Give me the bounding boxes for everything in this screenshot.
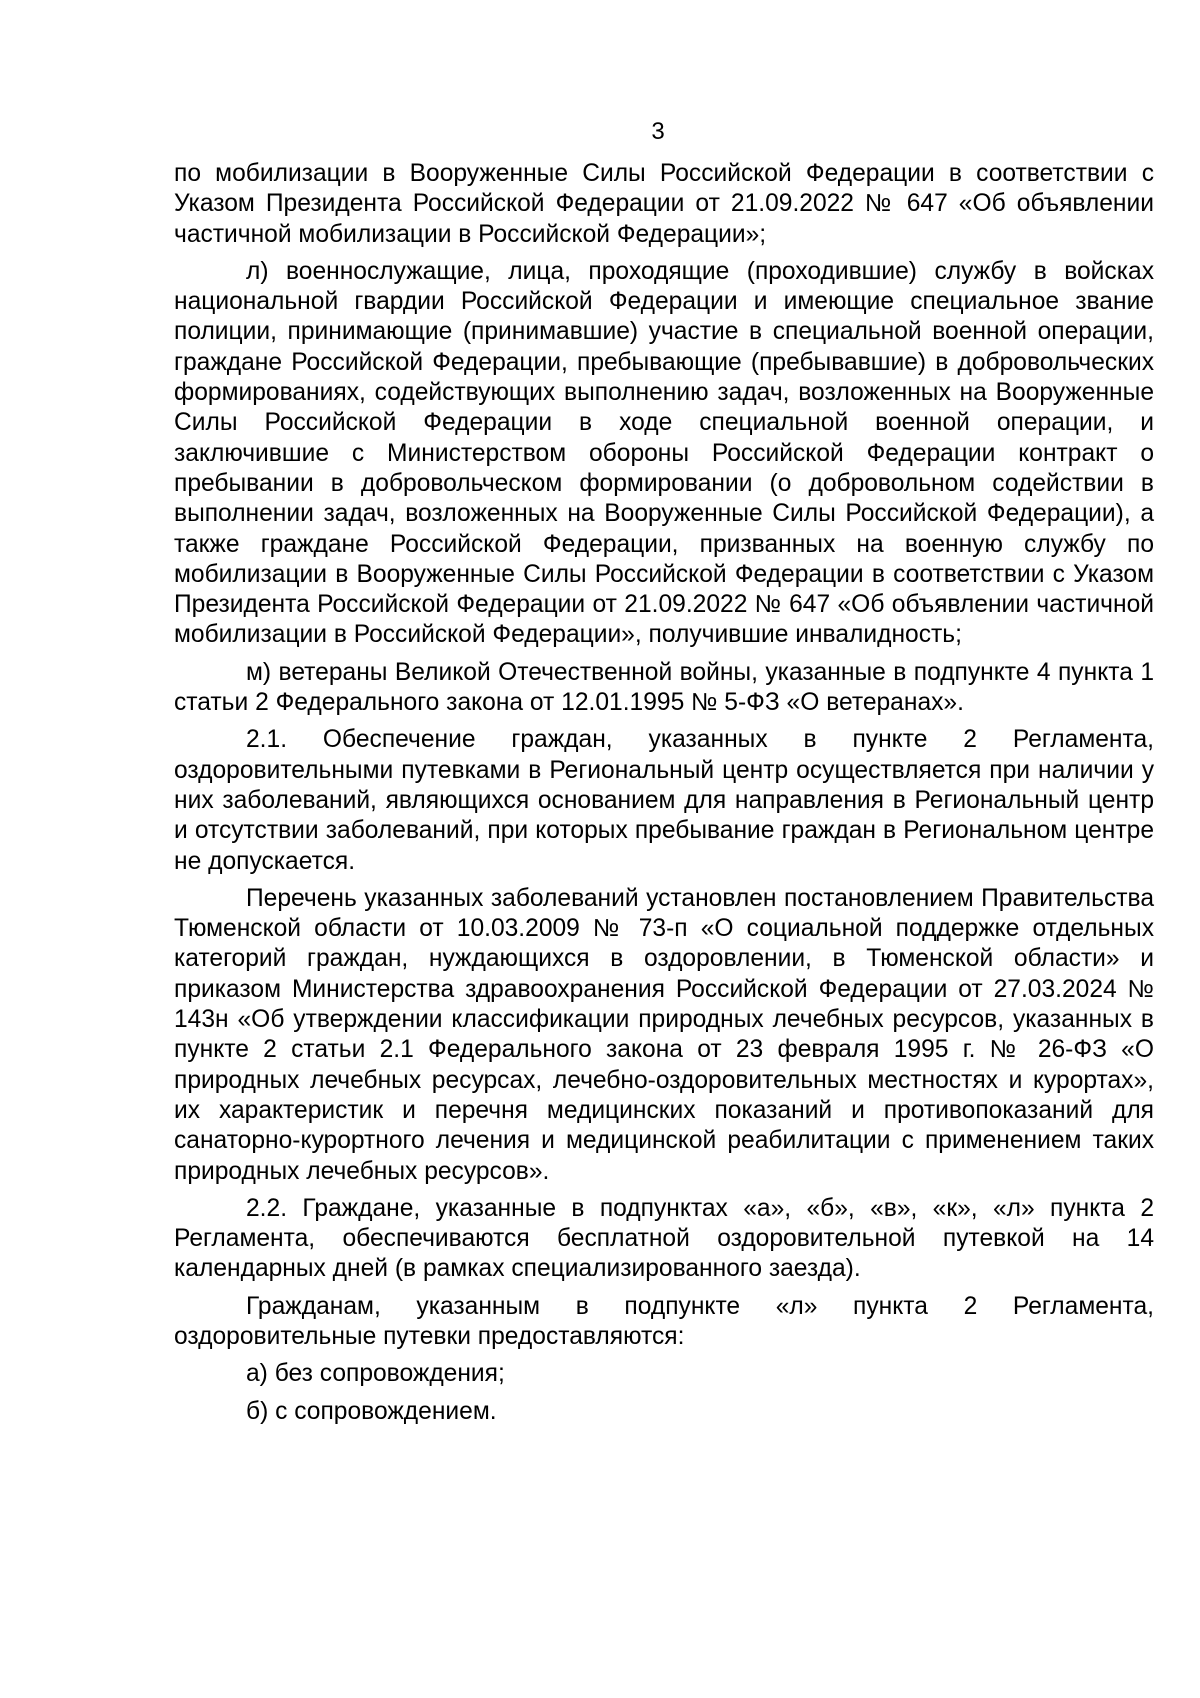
paragraph-item-m: м) ветераны Великой Отечественной войны, указанные в подпункте 4 пункта 1 статьи 2 Федерального закона от 12.01.1995 № 5-ФЗ «О ветеранах». xyxy=(174,658,1154,717)
paragraph-item-l: л) военнослужащие, лица, проходящие (проходившие) службу в войсках национальной гвардии Российской Федерации и имеющие специальное звание полиции, принимающие (принимавшие) участие в специальной военной операции, граждане Российской Федерации, пребывающие (пребывавшие) в добровольческих формированиях, содействующих выполнению задач, возложенных на Вооруженные Силы Российской Федерации в ходе специальной военной операции, и заключившие с Министерством обороны Российской Федерации контракт о пребывании в добровольческом формировании (о добровольном содействии в выполнении задач, возложенных на Вооруженные Силы Российской Федерации), а также граждане Российской Федерации, призванных на военную службу по мобилизации в Вооруженные Силы Российской Федерации в соответствии с Указом Президента Российской Федерации от 21.09.2022 № 647 «Об объявлении частичной мобилизации в Российской Федерации», получившие инвалидность; xyxy=(174,257,1154,649)
paragraph-disease-list: Перечень указанных заболеваний установлен постановлением Правительства Тюменской области от 10.03.2009 № 73-п «О социальной поддержке отдельных категорий граждан, нуждающихся в оздоровлении, в Тюменской области» и приказом Министерства здравоохранения Российской Федерации от 27.03.2024 № 143н «Об утверждении классификации природных лечебных ресурсов, указанных в пункте 2 статьи 2.1 Федерального закона от 23 февраля 1995 г. № 26-ФЗ «О природных лечебных ресурсах, лечебно-оздоровительных местностях и курортах», их характеристик и перечня медицинских показаний и противопоказаний для санаторно-курортного лечения и медицинской реабилитации с применением таких природных лечебных ресурсов». xyxy=(174,884,1154,1185)
paragraph-continuation: по мобилизации в Вооруженные Силы Российской Федерации в соответствии с Указом Президента Российской Федерации от 21.09.2022 № 647 «Об объявлении частичной мобилизации в Российской Федерации»; xyxy=(174,160,1154,248)
list-item-a: а) без сопровождения; xyxy=(246,1360,505,1388)
paragraph-provision: Гражданам, указанным в подпункте «л» пункта 2 Регламента, оздоровительные путевки предоставляются: xyxy=(174,1292,1154,1350)
paragraph-2-2: 2.2. Граждане, указанные в подпунктах «а», «б», «в», «к», «л» пункта 2 Регламента, обеспечиваются бесплатной оздоровительной путевкой на 14 календарных дней (в рамках специализированного заезда). xyxy=(174,1194,1154,1283)
document-body xyxy=(174,159,1154,1434)
list-item-b: б) с сопровождением. xyxy=(246,1397,497,1425)
paragraph-2-1: 2.1. Обеспечение граждан, указанных в пункте 2 Регламента, оздоровительными путевками в Региональный центр осуществляется при наличии у них заболеваний, являющихся основанием для направления в Региональный центр и отсутствии заболеваний, при которых пребывание граждан в Региональном центре не допускается. xyxy=(174,726,1154,875)
page-number: 3 xyxy=(651,118,665,145)
